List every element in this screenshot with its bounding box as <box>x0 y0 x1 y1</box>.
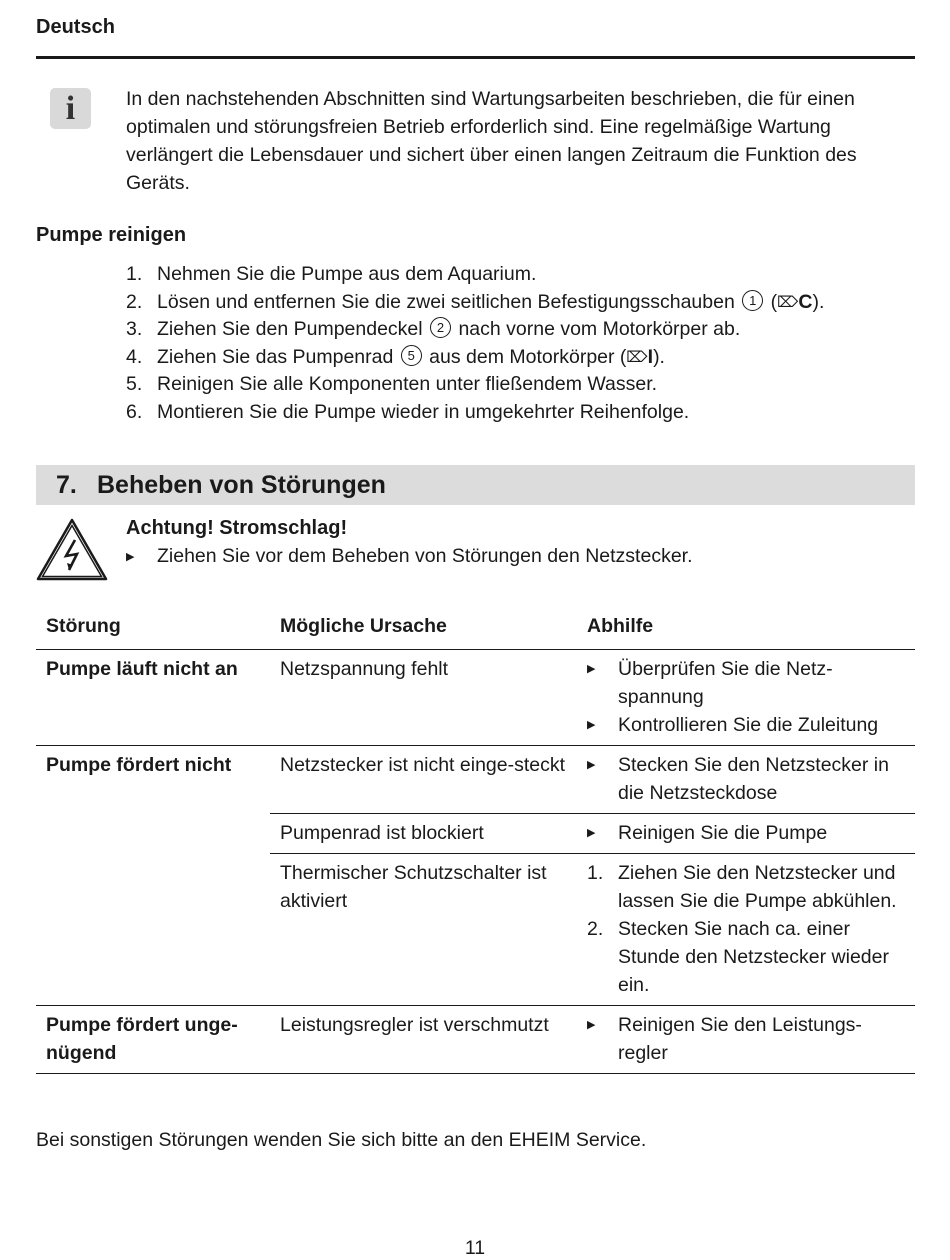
remedy-cell: ▶ Überprüfen Sie die Netz-spannung ▶ Kontrollieren Sie die Zuleitung <box>577 650 915 746</box>
table-row <box>36 650 915 746</box>
bullet-triangle-icon: ▶ <box>587 663 596 675</box>
column-header-remedy: Abhilfe <box>577 604 915 650</box>
warning-title: Achtung! Stromschlag! <box>126 517 348 539</box>
list-item: 1. Nehmen Sie die Pumpe aus dem Aquarium. <box>126 263 537 285</box>
column-header-cause: Mögliche Ursache <box>270 604 577 650</box>
table-row <box>36 746 915 814</box>
fault-cell: Pumpe fördert unge-nügend <box>36 1006 270 1074</box>
remedy-cell: ▶ Stecken Sie den Netzstecker in die Netzsteckdose <box>577 746 915 814</box>
cleaning-heading: Pumpe reinigen <box>36 224 187 246</box>
column-header-fault: Störung <box>36 604 270 650</box>
intro-text: In den nachstehenden Abschnitten sind Wartungsarbeiten beschrieben, die für einen optimalen und störungsfreien Betrieb erforderlich sind. Eine regelmäßige Wartung verlängert die Lebensdauer und sichert über einen langen Zeitraum die Funktion des Geräts. <box>126 88 857 194</box>
circled-number: 2 <box>430 317 451 338</box>
cause-cell: Netzspannung fehlt <box>270 650 577 746</box>
troubleshooting-table <box>36 604 915 1074</box>
circled-number: 1 <box>742 290 763 311</box>
list-item: 2. Lösen und entfernen Sie die zwei seitlichen Befestigungsschauben 1 ( ⌦ C ). <box>126 289 824 317</box>
warning-text: ▶ Ziehen Sie vor dem Beheben von Störungen den Netzstecker. <box>126 545 693 567</box>
bullet-triangle-icon: ▶ <box>587 719 596 731</box>
list-item: 6. Montieren Sie die Pumpe wieder in umgekehrter Reihenfolge. <box>126 400 690 423</box>
fault-cell: Pumpe läuft nicht an <box>36 650 270 746</box>
page-number: 11 <box>464 1237 486 1259</box>
cleaning-steps <box>126 261 824 426</box>
list-item: 4. Ziehen Sie das Pumpenrad 5 aus dem Motorkörper ( ⌦ I ). <box>126 344 824 372</box>
bullet-triangle-icon: ▶ <box>587 759 596 771</box>
electric-shock-warning-icon <box>36 518 108 582</box>
footer-note: Bei sonstigen Störungen wenden Sie sich bitte an den EHEIM Service. <box>36 1129 647 1151</box>
cause-cell: Leistungsregler ist verschmutzt <box>270 1006 577 1074</box>
language-label: Deutsch <box>36 16 115 38</box>
bullet-triangle-icon: ▶ <box>587 1019 596 1031</box>
list-item: 3. Ziehen Sie den Pumpendeckel 2 nach vorne vom Motorkörper ab. <box>126 318 741 340</box>
remedy-cell: ▶ Reinigen Sie den Leistungs-regler <box>577 1006 915 1074</box>
fault-cell: Pumpe fördert nicht <box>36 746 270 1006</box>
remedy-cell: ▶ Reinigen Sie die Pumpe <box>577 814 915 854</box>
remedy-cell: 1. Ziehen Sie den Netzstecker und lassen Sie die Pumpe abkühlen. 2. Stecken Sie nach ca. einer Stunde den Netzstecker wieder ein. <box>577 854 915 1006</box>
table-header-row <box>36 604 915 650</box>
bullet-triangle-icon: ▶ <box>587 827 596 839</box>
info-icon: i <box>50 88 91 129</box>
table-row <box>36 1006 915 1074</box>
cause-cell: Pumpenrad ist blockiert <box>270 814 577 854</box>
list-item: 5. Reinigen Sie alle Komponenten unter fließendem Wasser. <box>126 373 658 395</box>
cause-cell: Thermischer Schutzschalter ist aktiviert <box>270 854 577 1006</box>
figure-reference-icon: ⌦ <box>777 293 799 311</box>
header-rule <box>36 56 915 59</box>
figure-reference-icon: ⌦ <box>626 348 648 366</box>
cause-cell: Netzstecker ist nicht einge-steckt <box>270 746 577 814</box>
bullet-triangle-icon: ▶ <box>126 551 135 563</box>
circled-number: 5 <box>401 345 422 366</box>
section-title: 7. Beheben von Störungen <box>56 471 386 499</box>
